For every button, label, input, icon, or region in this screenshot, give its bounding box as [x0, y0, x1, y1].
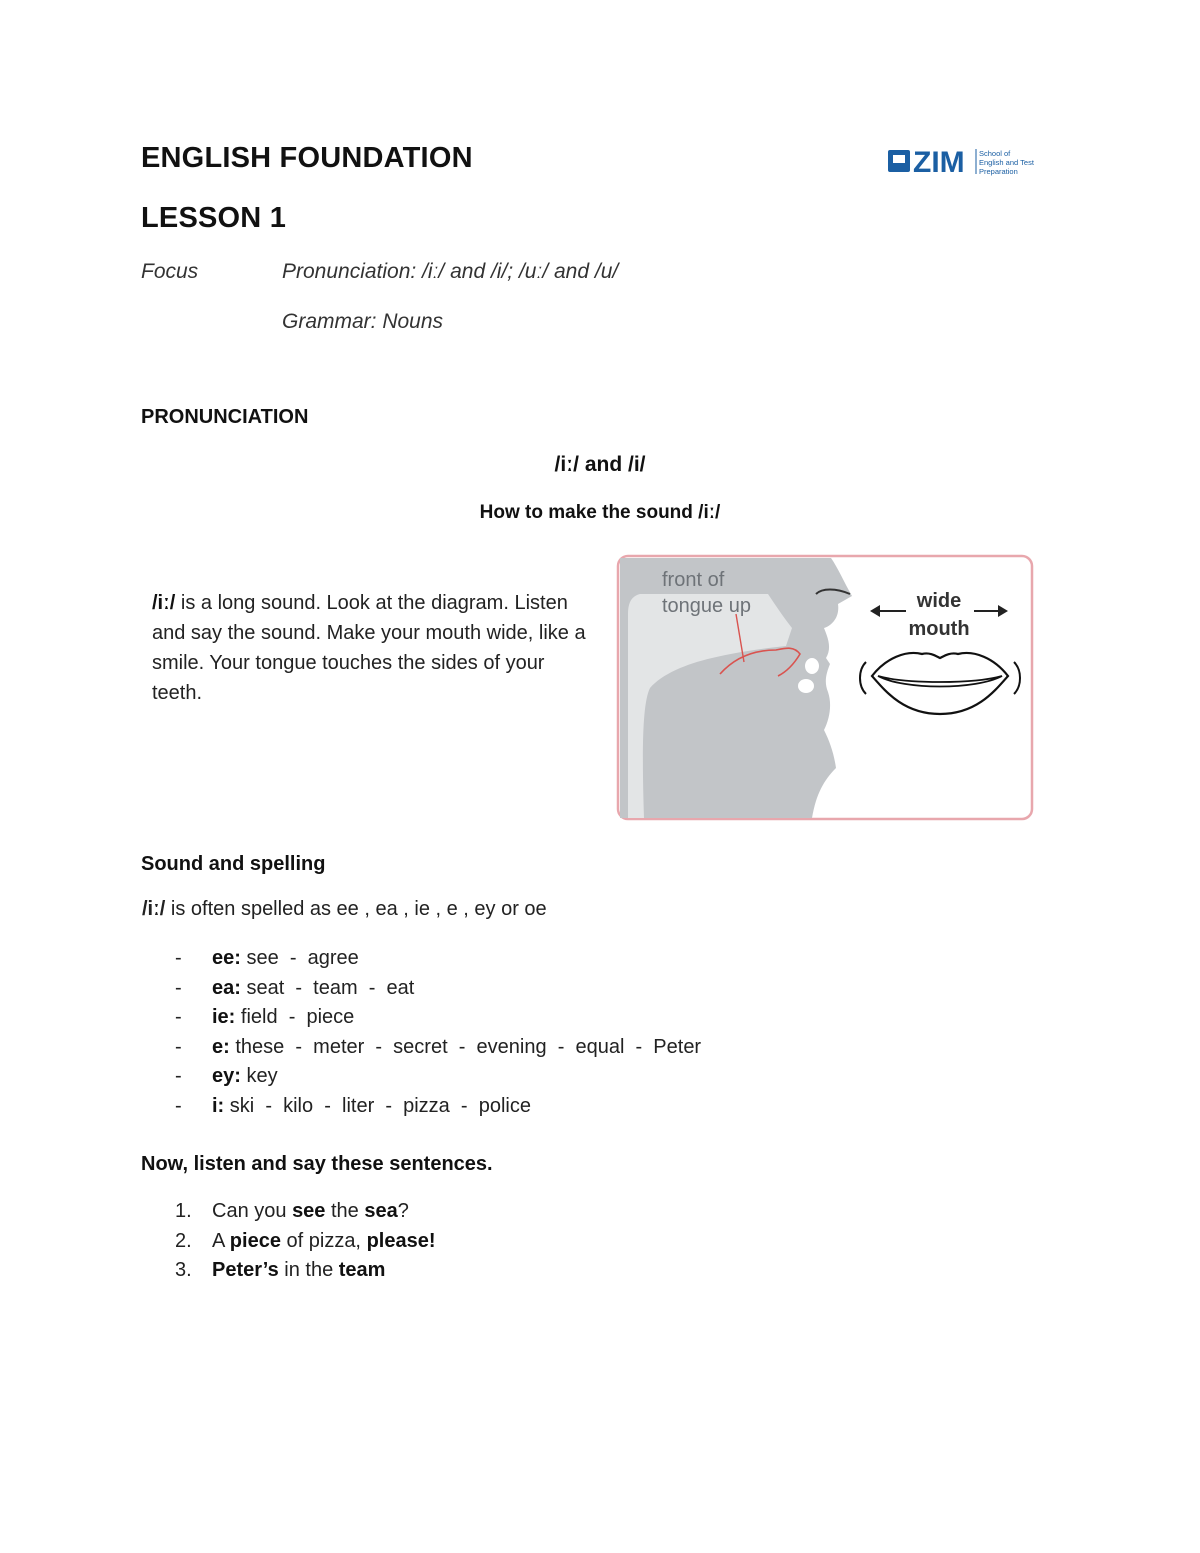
focus-pronunciation: Pronunciation: /iː/ and /i/; /uː/ and /u/	[282, 260, 619, 283]
course-title: ENGLISH FOUNDATION	[141, 142, 473, 174]
list-item	[175, 1092, 701, 1122]
list-item	[175, 1197, 436, 1227]
label-mouth: mouth	[908, 618, 970, 640]
lesson-title: LESSON 1	[141, 202, 287, 234]
rule-text: is often spelled as ee , ea , ie , e , ey or oe	[165, 898, 547, 920]
intro-paragraph	[152, 588, 592, 708]
sentence-text: in the	[278, 1259, 339, 1282]
sentence-bold: piece	[229, 1229, 281, 1252]
focus-grammar: Grammar: Nouns	[282, 310, 444, 333]
list-item	[175, 974, 701, 1004]
label-wide: wide	[916, 590, 962, 612]
sentence-bold: Peter’s	[212, 1259, 279, 1282]
sentence-bold: sea	[364, 1200, 398, 1222]
how-to-heading: How to make the sound /iː/	[479, 502, 721, 523]
sound-spelling-heading: Sound and spelling	[141, 853, 326, 875]
list-item	[175, 1003, 701, 1033]
rule-symbol: /iː/	[142, 898, 166, 920]
sentence-text: ?	[397, 1200, 409, 1222]
dash-marker: -	[175, 1035, 182, 1058]
list-item	[175, 1227, 436, 1257]
label-tongue-up: tongue up	[662, 595, 751, 617]
spelling-key: i:	[212, 1094, 225, 1117]
item-number: 2.	[175, 1229, 192, 1252]
sentence-bold: please!	[366, 1229, 436, 1252]
list-item	[175, 1256, 436, 1286]
dash-marker: -	[175, 976, 182, 999]
mouth-diagram	[616, 554, 1034, 821]
book-icon	[888, 150, 910, 172]
practice-heading: Now, listen and say these sentences.	[141, 1153, 493, 1175]
spelling-key: ie:	[212, 1006, 236, 1029]
spelling-key: e:	[212, 1035, 230, 1058]
intro-symbol: /iː/	[152, 592, 176, 614]
dash-marker: -	[175, 1094, 182, 1117]
dash-marker: -	[175, 947, 182, 969]
sentence-text: the	[325, 1200, 365, 1222]
item-number: 3.	[175, 1259, 192, 1282]
logo-tagline-3: Preparation	[979, 167, 1018, 176]
sentence-text: Can you	[212, 1200, 293, 1222]
label-front-of: front of	[662, 569, 725, 591]
spelling-words: see - agree	[240, 947, 359, 969]
dash-marker: -	[175, 1065, 182, 1088]
spelling-words: seat - team - eat	[240, 976, 415, 999]
list-item	[175, 1033, 701, 1063]
spelling-key: ey:	[212, 1065, 241, 1088]
spelling-rule	[142, 898, 547, 921]
spelling-words: key	[240, 1065, 278, 1088]
spelling-key: ee:	[212, 947, 241, 969]
logo-tagline-1: School of	[979, 149, 1011, 158]
sentence-text: A	[212, 1229, 230, 1252]
dash-marker: -	[175, 1006, 182, 1029]
list-item	[175, 1062, 701, 1092]
zim-logo	[886, 143, 1042, 179]
logo-tagline-2: English and Test	[979, 158, 1034, 167]
item-number: 1.	[175, 1200, 192, 1222]
spelling-words: these - meter - secret - evening - equal - Peter	[229, 1035, 702, 1058]
sentence-bold: see	[292, 1200, 326, 1222]
focus-label: Focus	[141, 260, 199, 283]
sentence-bold: team	[338, 1259, 386, 1282]
sentence-list	[175, 1197, 436, 1286]
intro-text: is a long sound. Look at the diagram. Listen and say the sound. Make your mouth wide, like a smile. Your tongue touches the sides of your teeth.	[152, 592, 586, 704]
spelling-words: ski - kilo - liter - pizza - police	[224, 1094, 531, 1117]
sentence-text: of pizza,	[280, 1229, 367, 1252]
spelling-words: field - piece	[235, 1006, 355, 1029]
pronunciation-heading: PRONUNCIATION	[141, 406, 309, 428]
spelling-key: ea:	[212, 976, 241, 999]
sound-pair-heading: /iː/ and /i/	[554, 453, 646, 476]
spelling-list	[175, 944, 701, 1122]
list-item	[175, 944, 701, 974]
logo-brand: ZIM	[913, 146, 965, 179]
